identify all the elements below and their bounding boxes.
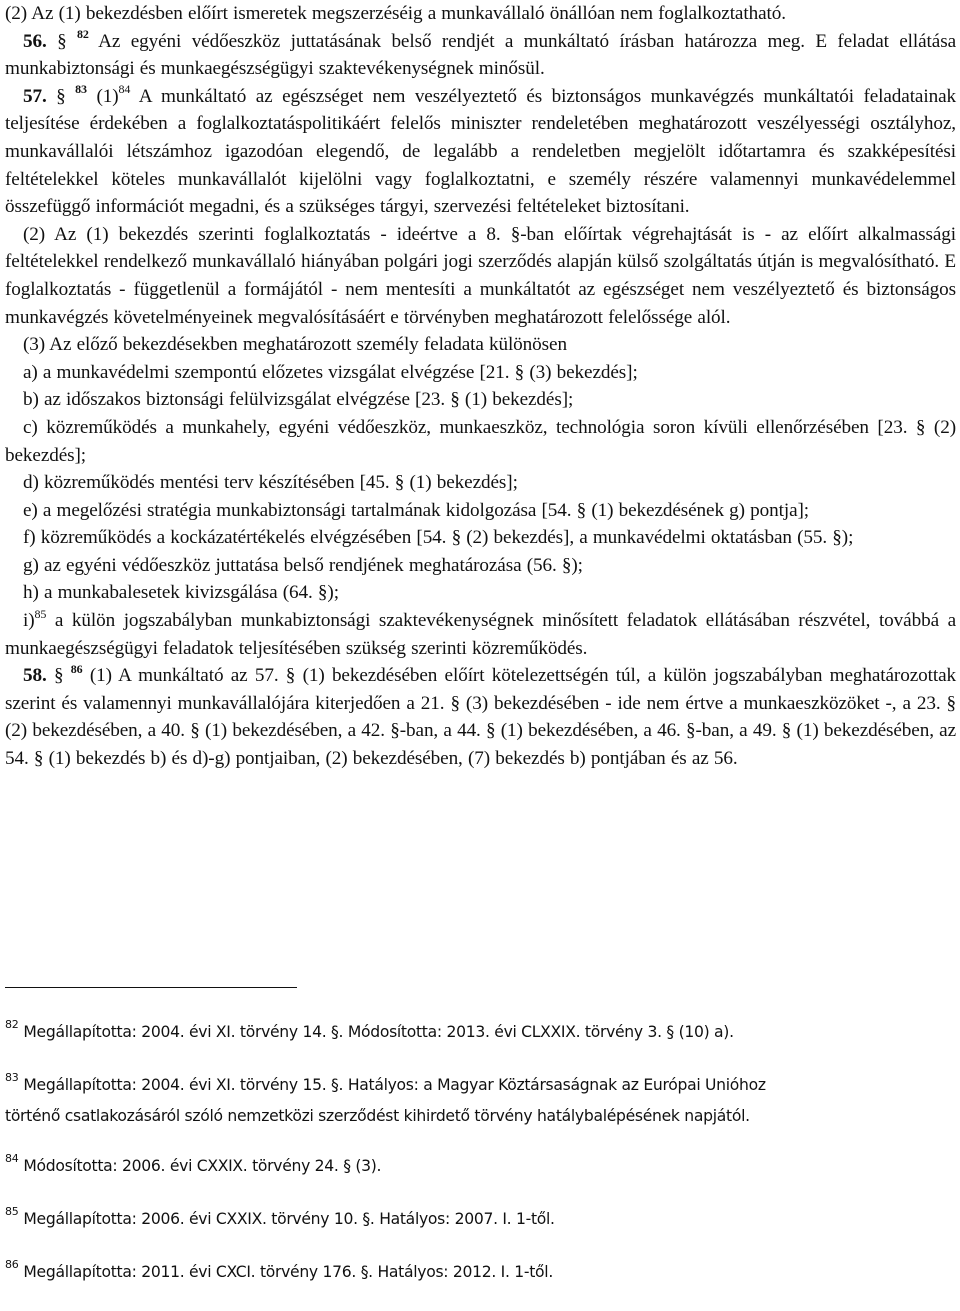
footnote-85 (5, 1205, 956, 1233)
footnote-reference: 83 (75, 82, 87, 97)
footnote-84 (5, 1152, 956, 1180)
paragraph-p7 (5, 386, 956, 414)
footnote-number: 83 (5, 1070, 19, 1084)
paragraph-p13 (5, 579, 956, 607)
footnote-text: Megállapította: 2011. évi CXCI. törvény 176. §. Hatályos: 2012. I. 1-től. (23, 1263, 553, 1281)
text-run: f) közreműködés a kockázatértékelés elvégzésében [54. § (2) bekezdés], a munkavédelmi oktatásban (55. §); (23, 527, 854, 549)
paragraph-p8 (5, 414, 956, 469)
footnote-number: 85 (5, 1204, 19, 1218)
paragraph-p11 (5, 524, 956, 552)
footnote-text: Megállapította: 2004. évi XI. törvény 15. §. Hatályos: a Magyar Köztársaságnak az Európai Unióhoz (23, 1076, 766, 1094)
paragraph-p10 (5, 497, 956, 525)
paragraph-p2 (5, 28, 956, 83)
text-run: d) közreműködés mentési terv készítésében [45. § (1) bekezdés]; (23, 472, 518, 494)
footnote-reference: 86 (70, 661, 83, 676)
text-run: h) a munkabalesetek kivizsgálása (64. §); (23, 582, 339, 604)
paragraph-p5 (5, 331, 956, 359)
text-run: i) (23, 610, 35, 632)
paragraph-p1 (5, 0, 956, 28)
section-number: 57. (23, 85, 47, 107)
footnote-separator (5, 987, 297, 988)
text-run: (2) Az (1) bekezdés szerinti foglalkoztatás - ideértve a 8. §-ban előírtak végrehajtását is - az előírt alkalmassági feltételekkel rendelkező munkavállaló hiányában polgári jogi szerződés alapján külső szolgáltatás útján is megvalósítható. E foglalkoztatás - függetlenül a formájától - nem mentesíti a munkáltatót az egészséget nem veszélyeztető és biztonságos munkavégzés követelményeinek megvalósításáért e törvényben meghatározott felelőssége alól. (5, 223, 956, 328)
text-run: (2) Az (1) bekezdésben előírt ismeretek megszerzéséig a munkavállaló önállóan nem foglalkoztatható. (5, 3, 786, 24)
text-run: Az egyéni védőeszköz juttatásának belső rendjét a munkáltató írásban határozza meg. E feladat ellátása munkabiztonsági és munkaegészségügyi szaktevékenységnek minősül. (5, 30, 956, 80)
text-run: a külön jogszabályban munkabiztonsági szaktevékenységnek minősített feladatok ellátásában részvétel, továbbá a munkaegészségügyi feladatok teljesítésében szükség szerinti közreműködés. (5, 610, 956, 659)
footnote-reference: 82 (77, 27, 89, 42)
text-run: b) az időszakos biztonsági felülvizsgálat elvégzése [23. § (1) bekezdés]; (23, 389, 574, 411)
footnote-number: 84 (5, 1151, 19, 1165)
text-run: g) az egyéni védőeszköz juttatása belső rendjének meghatározása (56. §); (23, 554, 583, 576)
text-run: § (46, 665, 71, 687)
text-run: (3) Az előző bekezdésekben meghatározott személy feladata különösen (23, 334, 567, 356)
footnote-reference: 84 (118, 82, 131, 97)
text-run: c) közreműködés a munkahely, egyéni védőeszköz, munkaeszköz, technológia soron kívüli ellenőrzésében [23. § (2) bekezdés]; (5, 416, 956, 466)
section-number: 58. (23, 665, 47, 687)
paragraph-p12 (5, 552, 956, 580)
body-text (5, 0, 956, 773)
footnote-82 (5, 1018, 956, 1046)
footnote-text: történő csatlakozásáról szóló nemzetközi szerződést kihirdető törvény hatálybalépésének napjától. (5, 1107, 750, 1125)
paragraph-p6 (5, 359, 956, 387)
text-run: (1) A munkáltató az 57. § (1) bekezdésében előírt kötelezettségén túl, a külön jogszabályban meghatározottak szerint és valamennyi munkavállalójára kiterjedően a 21. § (3) bekezdésében - ide nem értve a munkaeszközöket -, a 23. § (2) bekezdésében, a 40. § (1) bekezdésében, a 42. §-ban, a 44. § (1) bekezdésében, a 46. §-ban, a 49. § (1) bekezdésében, az 54. § (1) bekezdés b) és d)-g) pontjaiban, (2) bekezdésében, (7) bekezdés b) pontjában és az 56. (5, 665, 956, 770)
text-run: A munkáltató az egészséget nem veszélyeztető és biztonságos munkavégzés munkáltatói feladatainak teljesítése érdekében a foglalkoztatáspolitikáért felelős miniszter rendeletében meghatározott veszélyességi osztályhoz, munkavállalói létszámhoz igazodóan elegendő, de legalább a rendeletben megjelölt időtartamra és szakképesítési feltételekkel köteles munkavállalót kijelölni vagy foglalkoztatni, e személy részére valamennyi munkavédelemmel összefüggő információt megadni, és a szükséges tárgyi, szervezési feltételeket biztosítani. (5, 85, 956, 218)
footnote-number: 82 (5, 1017, 19, 1031)
text-run: e) a megelőzési stratégia munkabiztonsági tartalmának kidolgozása [54. § (1) bekezdésének g) pontja]; (23, 499, 810, 521)
paragraph-p4 (5, 221, 956, 331)
section-number: 56. (23, 30, 47, 52)
paragraph-p3 (5, 83, 956, 221)
text-run: a) a munkavédelmi szempontú előzetes vizsgálat elvégzése [21. § (3) bekezdés]; (23, 361, 638, 383)
footnote-text: Megállapította: 2004. évi XI. törvény 14. §. Módosította: 2013. évi CLXXIX. törvény 3. § (10) a). (23, 1023, 734, 1041)
text-run: § (46, 30, 77, 52)
footnote-number: 86 (5, 1257, 19, 1271)
paragraph-p9 (5, 469, 956, 497)
footnote-text: Megállapította: 2006. évi CXXIX. törvény 10. §. Hatályos: 2007. I. 1-től. (23, 1210, 555, 1228)
footnote-reference: 85 (34, 606, 47, 621)
text-run: § (46, 85, 76, 107)
footnote-text: Módosította: 2006. évi CXXIX. törvény 24. § (3). (23, 1157, 382, 1175)
footnotes (5, 1018, 956, 1311)
footnote-83 (5, 1071, 956, 1130)
text-run: (1) (86, 85, 119, 107)
paragraph-p14 (5, 607, 956, 662)
paragraph-p15 (5, 662, 956, 772)
footnote-86 (5, 1258, 956, 1286)
